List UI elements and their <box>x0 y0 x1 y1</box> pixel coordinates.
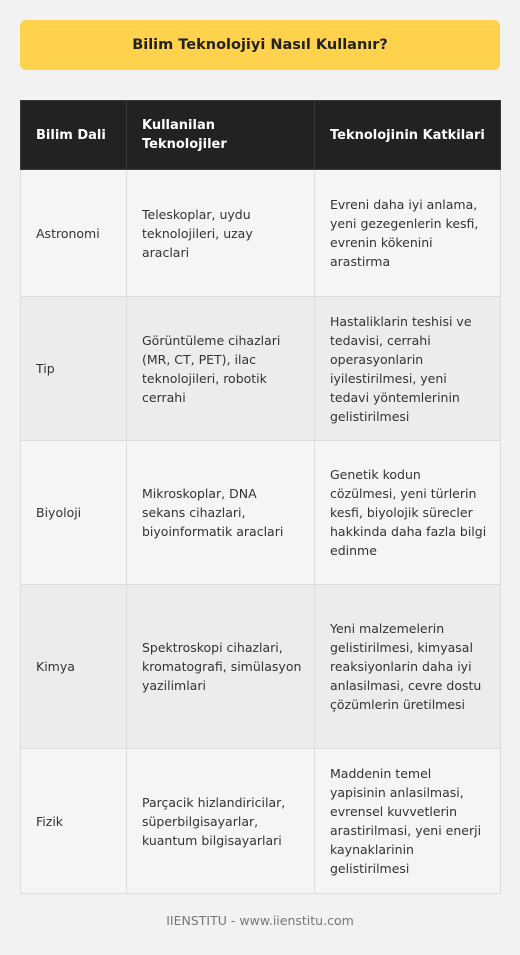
table-row <box>21 585 501 749</box>
cell-technologies: Görüntüleme cihazlari (MR, CT, PET), ilac teknolojileri, robotik cerrahi <box>127 297 315 441</box>
table-row <box>21 170 501 297</box>
cell-technologies: Mikroskoplar, DNA sekans cihazlari, biyoinformatik araclari <box>127 441 315 585</box>
cell-technologies: Spektroskopi cihazlari, kromatografi, simülasyon yazilimlari <box>127 585 315 749</box>
cell-contributions: Yeni malzemelerin gelistirilmesi, kimyasal reaksiyonlarin daha iyi anlasilmasi, cevre dostu çözümlerin üretilmesi <box>315 585 501 749</box>
cell-science-branch: Fizik <box>21 749 127 894</box>
table-row <box>21 297 501 441</box>
cell-science-branch: Biyoloji <box>21 441 127 585</box>
table-row <box>21 749 501 894</box>
cell-science-branch: Kimya <box>21 585 127 749</box>
table-header-row <box>21 101 501 170</box>
column-header-contributions: Teknolojinin Katkilari <box>315 101 501 170</box>
title-banner <box>20 20 500 70</box>
footer-credit: IIENSTITU - www.iienstitu.com <box>166 913 354 928</box>
table-row <box>21 441 501 585</box>
cell-technologies: Parçacik hizlandiricilar, süperbilgisayarlar, kuantum bilgisayarlari <box>127 749 315 894</box>
column-header-science-branch: Bilim Dali <box>21 101 127 170</box>
cell-contributions: Maddenin temel yapisinin anlasilmasi, evrensel kuvvetlerin arastirilmasi, yeni enerji kaynaklarinin gelistirilmesi <box>315 749 501 894</box>
technology-table <box>20 100 501 894</box>
cell-technologies: Teleskoplar, uydu teknolojileri, uzay araclari <box>127 170 315 297</box>
cell-science-branch: Tip <box>21 297 127 441</box>
cell-contributions: Genetik kodun cözülmesi, yeni türlerin kesfi, biyolojik sürecler hakkinda daha fazla bilgi edinme <box>315 441 501 585</box>
cell-contributions: Evreni daha iyi anlama, yeni gezegenlerin kesfi, evrenin kökenini arastirma <box>315 170 501 297</box>
cell-contributions: Hastaliklarin teshisi ve tedavisi, cerrahi operasyonlarin iyilestirilmesi, yeni tedavi yöntemlerinin gelistirilmesi <box>315 297 501 441</box>
column-header-technologies: Kullanilan Teknolojiler <box>127 101 315 170</box>
page-title: Bilim Teknolojiyi Nasıl Kullanır? <box>132 37 388 53</box>
cell-science-branch: Astronomi <box>21 170 127 297</box>
